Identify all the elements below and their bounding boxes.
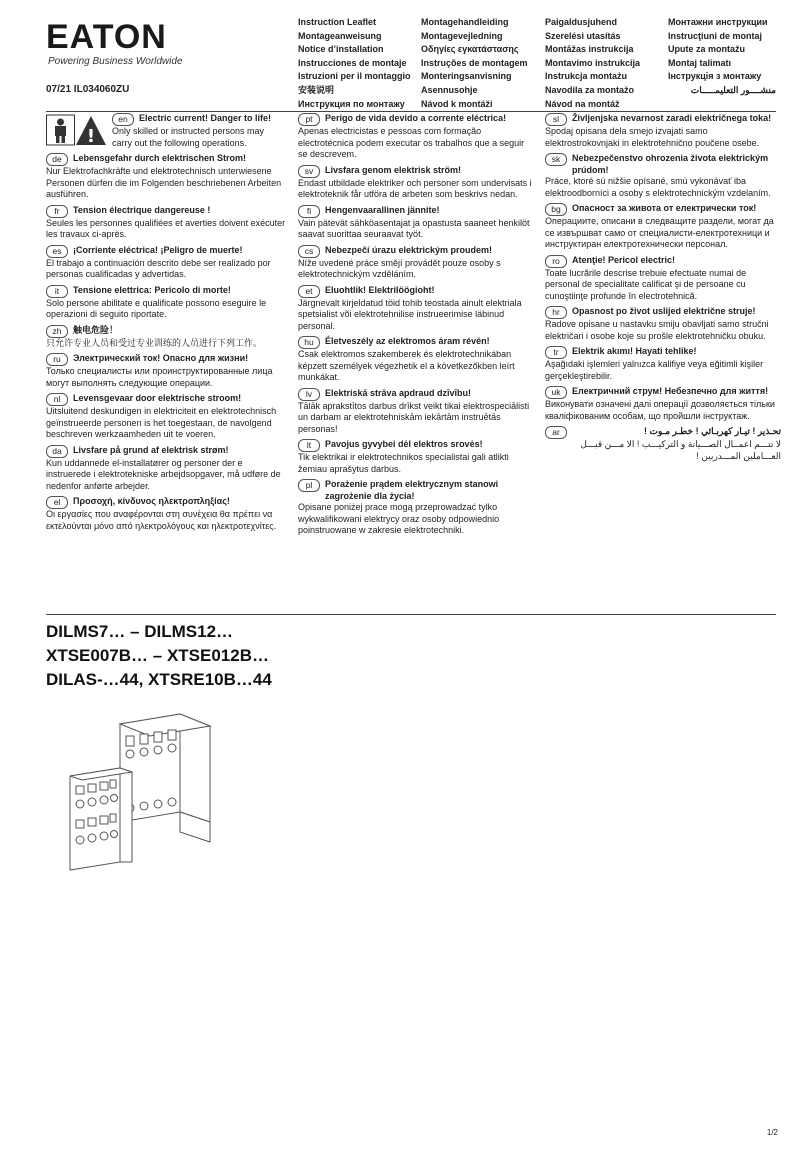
warning-heading: Porażenie prądem elektrycznym stanowi zagrożenie dla życia! xyxy=(325,479,499,501)
header-title: Montāžas instrukcija xyxy=(545,44,634,55)
header-title: منشــــور التعليمـــــات xyxy=(690,84,776,95)
product-title-line: DILMS7… – DILMS12… xyxy=(46,622,234,641)
svg-text:!: ! xyxy=(86,126,96,147)
warning-column-1 xyxy=(46,113,286,536)
warning-heading: تحـذير ! تيـار كهربـائي ! خطـر مـوت ! xyxy=(643,426,781,436)
header-title: Οδηγίες εγκατάστασης xyxy=(421,44,519,55)
lang-badge: ru xyxy=(46,353,68,366)
warning-heading: 触电危险！ xyxy=(73,324,119,335)
warning-text: Только специалисты или проинструктированные лица могут выполнять следующие операции. xyxy=(46,366,273,388)
header-title: Монтажни инструкции xyxy=(668,17,768,27)
warning-text: Vain pätevät sähköasentajat ja opastusta saaneet henkilöt saavat suorittaa seuraavat työt. xyxy=(298,217,530,239)
product-title-line: XTSE007B… – XTSE012B… xyxy=(46,646,269,665)
warning-heading: Tensione elettrica: Pericolo di morte! xyxy=(73,284,231,295)
warning-entry-el xyxy=(46,496,286,532)
lang-badge: sl xyxy=(545,113,567,126)
warning-entry-pt xyxy=(298,113,534,161)
warning-entry-es xyxy=(46,245,286,281)
lang-badge: bg xyxy=(545,203,567,216)
warning-entry-fr xyxy=(46,205,286,241)
warning-entry-pl xyxy=(298,479,534,537)
warning-heading: Опасност за живота от електрически ток! xyxy=(572,203,757,213)
warning-text: Csak elektromos szakemberek és elektrotechnikában képzett személyek végezhetik el a következőkben leírt munkákat. xyxy=(298,349,515,382)
lang-badge: fr xyxy=(46,205,68,218)
header-titles-col-2 xyxy=(421,16,528,111)
header-title: Návod k montáži xyxy=(421,98,493,109)
warning-entry-ar xyxy=(545,426,781,462)
warning-heading: Livsfare på grund af elektrisk strøm! xyxy=(73,444,229,455)
warning-text: Nur Elektrofachkräfte und elektrotechnisch unterwiesene Personen dürfen die im Folgenden beschriebenen Arbeiten ausführen. xyxy=(46,166,282,199)
header-title: Instruction Leaflet xyxy=(298,17,377,27)
header-title: Notice d’installation xyxy=(298,44,384,55)
lang-badge: it xyxy=(46,285,68,298)
lang-badge: zh xyxy=(46,325,68,338)
warning-text: Aşağıdaki işlemleri yalnızca kalifiye veya eğitimli kişiler gerçekleştirebilir. xyxy=(545,359,764,381)
header-title: Szerelési utasítás xyxy=(545,30,621,41)
warning-text: 只允许专业人员和受过专业训练的人员进行下列工作。 xyxy=(46,337,263,348)
warning-heading: Levensgevaar door elektrische stroom! xyxy=(73,393,242,403)
warning-heading: Elektrik akımı! Hayati tehlike! xyxy=(572,346,697,356)
lang-badge: sk xyxy=(545,153,567,166)
contactor-illustration xyxy=(60,712,230,892)
warning-entry-it xyxy=(46,285,286,321)
lang-badge: lt xyxy=(298,439,320,452)
lang-badge: el xyxy=(46,496,68,509)
header-title: Upute za montažu xyxy=(668,44,746,55)
page-number: 1/2 xyxy=(766,1128,778,1137)
warning-text: Seules les personnes qualifiées et averties doivent exécuter les travaux ci-après. xyxy=(46,217,286,239)
warning-entry-hu xyxy=(298,336,534,384)
header-title: Istruzioni per il montaggio xyxy=(298,71,411,82)
header-title: Návod na montáž xyxy=(545,98,620,109)
header-title: Instrucţiuni de montaj xyxy=(668,30,763,41)
warning-heading: Nebezpečí úrazu elektrickým proudem! xyxy=(325,244,493,255)
warning-entry-tr xyxy=(545,346,781,382)
warning-text: Uitsluitend deskundigen in elektriciteit en elektrotechnisch geïnstrueerde personen is het toegestaan, de navolgend beschreven werkzaamheden uit te voeren. xyxy=(46,406,277,439)
warning-heading: ¡Corriente eléctrica! ¡Peligro de muerte! xyxy=(73,244,243,255)
warning-entry-lt xyxy=(298,439,534,475)
warning-heading: Електричний струм! Небезпечно для життя! xyxy=(572,386,769,396)
lang-badge: da xyxy=(46,445,68,458)
warning-heading: Electric current! Danger to life! xyxy=(139,113,272,123)
warning-entry-sk xyxy=(545,153,781,199)
warning-entry-cs xyxy=(298,245,534,281)
header-title: Montavimo instrukcija xyxy=(545,57,641,68)
warning-heading: Pavojus gyvybei dėl elektros srovės! xyxy=(325,439,483,449)
lang-badge: hu xyxy=(298,336,320,349)
lang-badge: tr xyxy=(545,346,567,359)
warning-entry-uk xyxy=(545,386,781,422)
warning-entry-sv xyxy=(298,165,534,201)
lang-badge: de xyxy=(46,153,68,166)
warning-entry-zh xyxy=(46,325,286,350)
warning-heading: Nebezpečenstvo ohrozenia života elektrickým prúdom! xyxy=(572,153,769,175)
warning-heading: Atenţie! Pericol electric! xyxy=(572,254,676,265)
lang-badge: et xyxy=(298,285,320,298)
lang-badge: sv xyxy=(298,165,320,178)
warning-entry-sl xyxy=(545,113,781,149)
warning-text: Opisane poniżej prace mogą przeprowadzać tylko wykwalifikowani elektrycy oraz osoby odpowiednio poinstruowane w zakresie elektrotechniki. xyxy=(298,502,500,535)
warning-text: Järgnevalt kirjeldatud töid tohib teostada ainult elektriala spetsialist või elektrotehnilise instrueerimise läbinud personal. xyxy=(298,297,522,331)
brand-tagline: Powering Business Worldwide xyxy=(48,56,183,67)
warning-entry-de xyxy=(46,153,286,201)
warning-text: Radove opisane u nastavku smiju obavljati samo stručni električari i osobe koje su prošle elektrotehničku obuku. xyxy=(545,319,769,341)
warning-column-3 xyxy=(545,113,781,466)
warning-entry-hr xyxy=(545,306,781,342)
warning-entry-da xyxy=(46,445,286,493)
warning-entry-en xyxy=(46,113,286,149)
warning-entry-ru xyxy=(46,353,286,389)
warning-text: Spodaj opisana dela smejo izvajati samo elektrostrokovnjaki in elektrotehnično poučene osebe. xyxy=(545,126,760,148)
header-titles-col-1 xyxy=(298,16,411,111)
lang-badge: lv xyxy=(298,388,320,401)
warning-heading: Življenjska nevarnost zaradi električnega toka! xyxy=(572,113,772,123)
warning-heading: Tension électrique dangereuse ! xyxy=(73,204,211,215)
lang-badge: ar xyxy=(545,426,567,439)
warning-text: Οι εργασίες που αναφέρονται στη συνέχεια θα πρέπει να εκτελούνται μόνο από ηλεκτρολόγους και ηλεκτροτεχνίτες. xyxy=(46,509,277,531)
lang-badge: en xyxy=(112,113,134,126)
warning-entry-bg xyxy=(545,203,781,251)
lang-badge: pt xyxy=(298,113,320,126)
warning-text: Tik elektrikai ir elektrotechnikos specialistai gali atlikti žemiau aprašytus darbus. xyxy=(298,452,509,474)
lang-badge: es xyxy=(46,245,68,258)
header-title: Инструкция по монтажу xyxy=(298,98,405,109)
warning-text: لا تتـــم اعمــال الصـــيانة و التركيـــب ! الا مـــن قبـــل العـــاملين المـــدربين ! xyxy=(580,439,781,461)
warning-heading: Lebensgefahr durch elektrischen Strom! xyxy=(73,153,247,163)
lang-badge: fi xyxy=(298,205,320,218)
header-title: Navodila za montažo xyxy=(545,84,635,95)
warning-heading: Életveszély az elektromos áram révén! xyxy=(325,336,490,346)
eaton-logo: EATON xyxy=(46,18,167,56)
warning-text: Solo persone abilitate e qualificate possono eseguire le operazioni di seguito riportate. xyxy=(46,297,267,319)
warning-heading: Hengenvaarallinen jännite! xyxy=(325,204,440,215)
warning-entry-lv xyxy=(298,388,534,436)
lang-badge: cs xyxy=(298,245,320,258)
warning-heading: Электрический ток! Опасно для жизни! xyxy=(73,353,249,363)
header-title: Instruções de montagem xyxy=(421,57,528,68)
header-title: Asennusohje xyxy=(421,84,478,95)
header-title: Montaj talimatı xyxy=(668,57,732,68)
header-titles-col-3 xyxy=(545,16,640,111)
warning-column-2 xyxy=(298,113,534,541)
header-title: Monteringsanvisning xyxy=(421,71,512,82)
header-titles-col-4 xyxy=(668,16,776,98)
document-id: 07/21 IL034060ZU xyxy=(46,84,130,95)
bottom-divider xyxy=(46,614,776,615)
product-title-line: DILAS-…44, XTSRE10B…44 xyxy=(46,670,272,689)
header-title: Montagevejledning xyxy=(421,30,503,41)
header-title: Instrucciones de montaje xyxy=(298,57,407,68)
warning-text: Toate lucrările descrise trebuie efectuate numai de personal de specialitate calificat şi de persoane cu cunoştiinţe profunde în electrotehnică. xyxy=(545,267,747,301)
warning-heading: Eluohtlik! Elektrilöögioht! xyxy=(325,284,435,295)
header-title: Montagehandleiding xyxy=(421,17,509,27)
product-titles xyxy=(46,620,272,692)
warning-text: Apenas electricistas e pessoas com formação electrotécnica podem executar os trabalhos que a seguir se descrevem. xyxy=(298,126,525,159)
warning-heading: Perigo de vida devido a corrente eléctrica! xyxy=(325,113,507,123)
warning-text: Tālāk aprakstītos darbus drīkst veikt tikai elektrospeciālisti un darbam ar elektrotehniskām iekārtām instruētās personas! xyxy=(298,400,530,434)
warning-text: Endast utbildade elektriker och personer som undervisats i elektroteknik får utföra de arbeten som beskrivs nedan. xyxy=(298,177,532,199)
warning-text: Práce, ktoré sú nižšie opísané, smú vykonávať iba elektroodborníci a osoby s elektrotechnickým vzdelaním. xyxy=(545,176,771,198)
electrician-warning-icon xyxy=(46,113,108,149)
header-title: Інструкція з монтажу xyxy=(668,71,762,82)
warning-text: Операциите, описани в следващите раздели, могат да се извършват само от специалисти-електротехници и инструктиран електротехнически персонал. xyxy=(545,216,774,249)
warning-heading: Elektriskā strāva apdraud dzīvību! xyxy=(325,387,472,398)
warning-text: Kun uddannede el-installatører og personer der e instruerede i elektrotekniske arbejdsopgaver, må udføre de nedenfor anførte arbejder. xyxy=(46,457,281,491)
warning-heading: Opasnost po život uslijed električne struje! xyxy=(572,306,756,316)
warning-text: Níže uvedené práce smějí provádět pouze osoby s elektrotechnickým vzděláním. xyxy=(298,257,501,279)
lang-badge: hr xyxy=(545,306,567,319)
lang-badge: ro xyxy=(545,255,567,268)
warning-heading: Livsfara genom elektrisk ström! xyxy=(325,164,462,175)
header-title: Paigaldusjuhend xyxy=(545,17,618,27)
lang-badge: nl xyxy=(46,393,68,406)
warning-text: El trabajo a continuación descrito debe ser realizado por personas cualificadas y advertidas. xyxy=(46,257,271,279)
warning-heading: Προσοχή, κίνδυνος ηλεκτροπληξίας! xyxy=(73,496,230,506)
warning-entry-et xyxy=(298,285,534,333)
warning-text: Only skilled or instructed persons may carry out the following operations. xyxy=(112,126,265,148)
warning-entry-nl xyxy=(46,393,286,441)
top-divider xyxy=(46,111,776,112)
lang-badge: pl xyxy=(298,479,320,492)
warning-text: Виконувати означені далі операції дозволяється тільки кваліфікованим особам, що пройшли інструктаж. xyxy=(545,399,775,421)
lang-badge: uk xyxy=(545,386,567,399)
warning-entry-fi xyxy=(298,205,534,241)
warning-entry-ro xyxy=(545,255,781,303)
header-title: Montageanweisung xyxy=(298,30,382,41)
header-title: 安装说明 xyxy=(298,84,335,95)
header-title: Instrukcja montażu xyxy=(545,71,628,82)
